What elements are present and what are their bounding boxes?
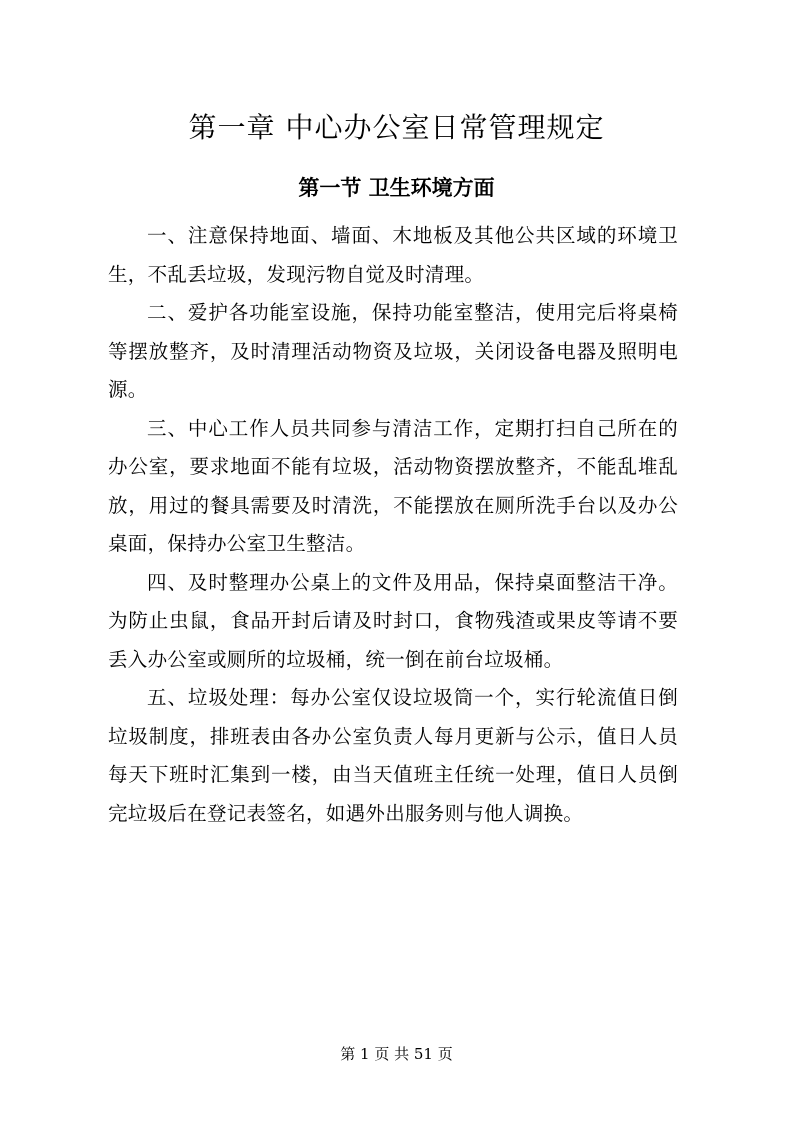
paragraph-3: 三、中心工作人员共同参与清洁工作，定期打扫自己所在的办公室，要求地面不能有垃圾，活动物资摆放整齐，不能乱堆乱放，用过的餐具需要及时清洗，不能摆放在厕所洗手台以及办公桌面，保持办公室卫生整洁。 <box>108 416 678 555</box>
paragraph-4: 四、及时整理办公桌上的文件及用品，保持桌面整洁干净。为防止虫鼠，食品开封后请及时封口，食物残渣或果皮等请不要丢入办公室或厕所的垃圾桶，统一倒在前台垃圾桶。 <box>108 570 678 671</box>
paragraph-5: 五、垃圾处理：每办公室仅设垃圾筒一个，实行轮流值日倒垃圾制度，排班表由各办公室负责人每月更新与公示，值日人员每天下班时汇集到一楼，由当天值班主任统一处理，值日人员倒完垃圾后在登记表签名，如遇外出服务则与他人调换。 <box>108 686 678 825</box>
paragraph-1: 一、注意保持地面、墙面、木地板及其他公共区域的环境卫生，不乱丢垃圾，发现污物自觉及时清理。 <box>108 224 678 286</box>
document-body <box>108 217 678 833</box>
page-footer: 第 1 页 共 51 页 <box>340 1045 453 1063</box>
chapter-title: 第一章 中心办公室日常管理规定 <box>188 111 605 144</box>
paragraph-2: 二、爱护各功能室设施，保持功能室整洁，使用完后将桌椅等摆放整齐，及时清理活动物资及垃圾，关闭设备电器及照明电源。 <box>108 301 678 401</box>
section-title: 第一节 卫生环境方面 <box>298 175 495 200</box>
